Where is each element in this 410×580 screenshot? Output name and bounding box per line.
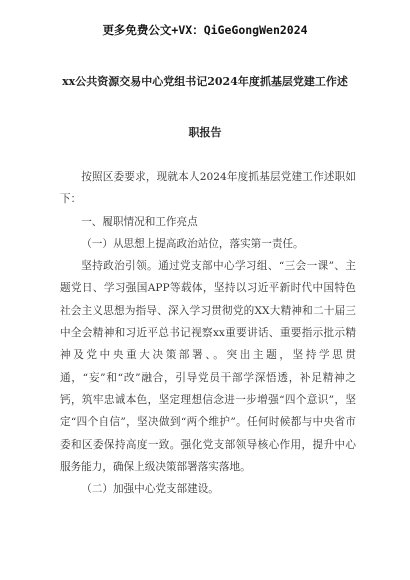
- subsection-1-heading: （一）从思想上提高政治站位，落实第一责任。: [81, 237, 304, 250]
- subsection-2-heading: （二）加强中心党支部建设。: [81, 483, 219, 496]
- intro-paragraph: 按照区委要求，现就本人2024年度抓基层党建工作述职如下：: [60, 171, 356, 206]
- paragraph-1: 坚持政治引领。通过党支部中心学习组、“三会一课”、主题党日、学习强国APP等载体，坚持以习近平新时代中国特色社会主义思想为指导、深入学习贯彻党的XX大精神和二十届三中全会精神和习近平总书记视察xx重要讲话、重要指示批示精神及党中央重大决策部署、。突出主题，坚持学思贯通，“妄”和“改”融合，引导党员干部学深悟透，补足精神之钙，筑牢忠诚本色，坚定理想信念进一步增强“四个意识”，坚定“四个自信”，坚决做到“两个维护”。任何时候都与中央省市委和区委保持高度一致。强化党支部领导核心作用，提升中心服务能力，确保上级决策部署落实落地。: [60, 260, 356, 473]
- document-title-line-2: 职报告: [188, 126, 222, 139]
- promo-header: 更多免费公文+VX：QiGeGongWen2024: [102, 23, 308, 37]
- document-body: [60, 166, 356, 500]
- document-title-line-1: xx公共资源交易中心党组书记2024年度抓基层党建工作述: [62, 75, 348, 88]
- section-1-heading: 一、履职情况和工作亮点: [81, 215, 198, 228]
